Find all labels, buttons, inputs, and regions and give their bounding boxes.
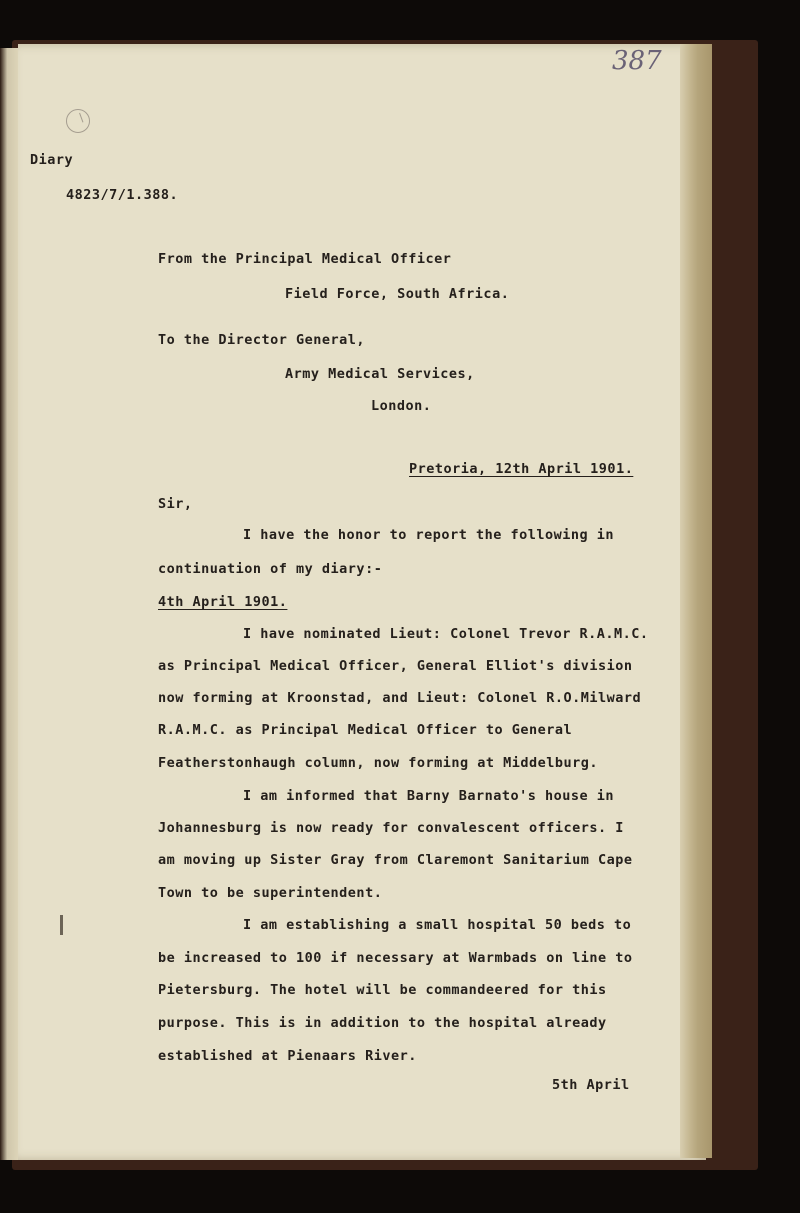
to-line-2: Army Medical Services,: [285, 366, 475, 382]
para3-line-2: be increased to 100 if necessary at Warmbads on line to: [158, 950, 633, 966]
para3-line-5: established at Pienaars River.: [158, 1048, 417, 1064]
intro-line-2: continuation of my diary:-: [158, 561, 383, 577]
para1-line-3: now forming at Kroonstad, and Lieut: Colonel R.O.Milward: [158, 690, 642, 706]
para2-line-2: Johannesburg is now ready for convalescent officers. I: [158, 820, 624, 836]
stamp-icon: [66, 109, 90, 133]
margin-mark: [60, 915, 63, 935]
para2-line-1: I am informed that Barny Barnato's house in: [243, 788, 614, 804]
para3-line-4: purpose. This is in addition to the hospital already: [158, 1015, 607, 1031]
para3-line-3: Pietersburg. The hotel will be commandeered for this: [158, 982, 607, 998]
para1-line-1: I have nominated Lieut: Colonel Trevor R.A.M.C.: [243, 626, 649, 642]
salutation: Sir,: [158, 496, 193, 512]
page-stack-edge: [680, 44, 712, 1158]
from-line-1: From the Principal Medical Officer: [158, 251, 452, 267]
para3-line-1: I am establishing a small hospital 50 beds to: [243, 917, 632, 933]
para2-line-3: am moving up Sister Gray from Claremont Sanitarium Cape: [158, 852, 633, 868]
intro-line-1: I have the honor to report the following in: [243, 527, 614, 543]
from-line-2: Field Force, South Africa.: [285, 286, 510, 302]
entry-date: 4th April 1901.: [158, 594, 288, 610]
para2-line-4: Town to be superintendent.: [158, 885, 383, 901]
folio-number: 387: [612, 46, 662, 76]
to-line-1: To the Director General,: [158, 332, 366, 348]
para1-line-4: R.A.M.C. as Principal Medical Officer to General: [158, 722, 573, 738]
diary-label: Diary: [30, 152, 74, 168]
reference-number: 4823/7/1.388.: [66, 187, 179, 203]
para1-line-5: Featherstonhaugh column, now forming at Middelburg.: [158, 755, 599, 771]
para1-line-2: as Principal Medical Officer, General Elliot's division: [158, 658, 633, 674]
catchword: 5th April: [552, 1077, 630, 1093]
left-page-edge: [0, 48, 18, 1160]
to-line-3: London.: [371, 398, 432, 414]
date-line: Pretoria, 12th April 1901.: [409, 461, 634, 477]
